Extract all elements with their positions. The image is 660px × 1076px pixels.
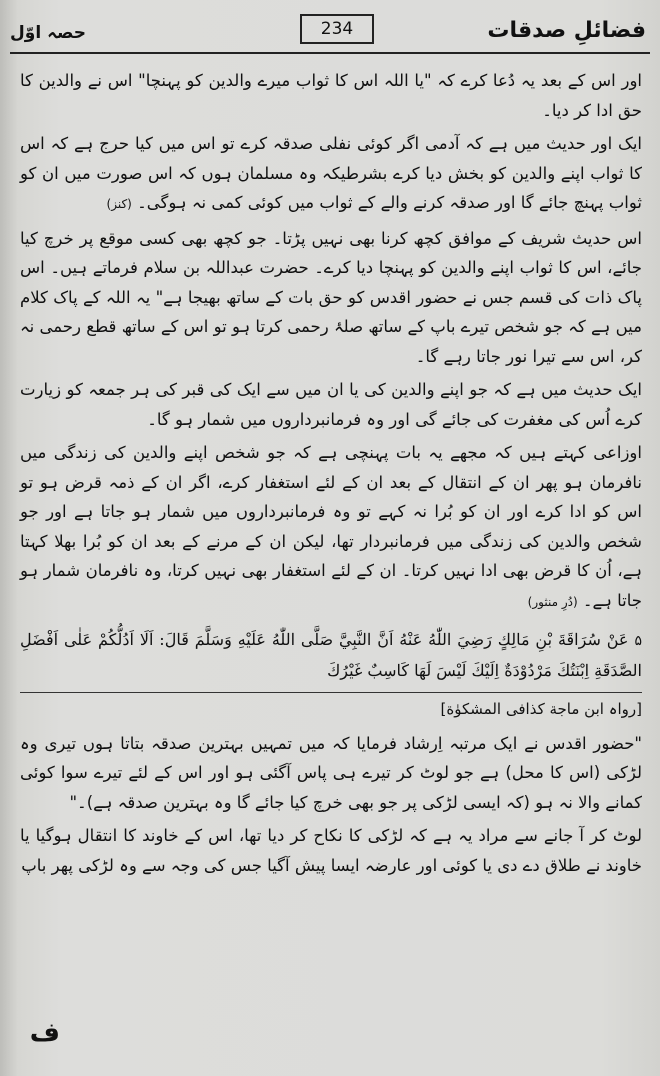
reference-durr: (دُرِ منثور) [527,594,578,609]
header-rule [10,52,650,54]
hadith-source: [رواہ ابن ماجة کذافی المشکوٰة] [20,692,642,725]
reference-kanz: (کنز) [106,197,132,211]
paragraph-5-text: اوزاعی کہتے ہیں کہ مجھے یہ بات پہنچی ہے کہ جو شخص اپنے والدین کی زندگی میں نافرمان ہو پھر ان کے انتقال کے بعد ان کے لئے استغفار کرے، اگر ان کے ذمہ قرض ہو تو اس کو ادا کرے اور ان کو بُرا نہ کہے تو وہ فرمانبرداروں میں شمار ہو جاتا ہے اور جو شخص والدین کی زندگی میں فرمانبردار تھا، لیکن ان کے مرنے کے بعد ان کو بُرا بھلا کہتا ہے، اُن کا قرض بھی ادا نہیں کرتا۔ ان کے لئے استغفار بھی نہیں کرتا، وہ نافرمان شمار ہو جاتا ہے۔ [20,443,642,610]
fawaid-text: لوٹ کر آ جانے سے مراد یہ ہے کہ لڑکی کا نکاح کر دیا تھا، اس کے خاوند کا انتقال ہوگیا یا خاوند نے طلاق دے دی یا کوئی اور عارضہ ایسا پیش آگیا جس کی وجہ سے وہ لڑکی پھر باپ [20,826,642,875]
paragraph-4: ایک حدیث میں ہے کہ جو اپنے والدین کی یا ان میں سے ایک کی قبر کی ہر جمعہ کو زیارت کرے اُس کی مغفرت کی جائے گی اور وہ فرمانبرداروں میں شمار ہو گا۔ [20,380,642,429]
part-label: حصہ اوّل [10,23,87,43]
paragraph-5 [20,438,642,617]
paragraph-2 [20,129,642,220]
page-header [0,14,660,50]
paragraph-3: اس حدیث شریف کے موافق کچھ کرنا بھی نہیں پڑتا۔ جو کچھ بھی کسی موقع پر خرچ کیا جائے، اس کا ثواب اپنے والدین کو پہنچا دیا کرے۔ حضرت عبداللہ بن سلام فرماتے ہیں۔ اس پاک ذات کی قسم جس نے حضور اقدس کو حق بات کے ساتھ بھیجا ہے" یہ اللہ کے پاک کلام میں ہے کہ جو شخص تیرے باپ کے ساتھ صلۂ رحمی کرتا ہو تو اس کے ساتھ قطع رحمی نہ کر، اس سے تیرا نور جاتا رہے گا۔ [20,228,642,366]
page-body [20,66,642,884]
paragraph-1: اور اس کے بعد یہ دُعا کرے کہ "یا اللہ اس کا ثواب میرے والدین کو پہنچا" اس نے والدین کا حق ادا کر دیا۔ [20,71,642,120]
paragraph-2-text: ایک اور حدیث میں ہے کہ آدمی اگر کوئی نفلی صدقہ کرے تو اس میں کیا حرج ہے کہ اس کا ثواب اپنے والدین کو بخش دیا کرے بشرطیکہ وہ مسلمان ہوں کہ اس صورت میں ان کو ثواب پہنچ جائے گا اور صدقہ کرنے والے کے ثواب میں کوئی کمی نہ ہوگی۔ [20,134,642,212]
hadith-arabic-text: عَنْ سُرَاقَةَ بْنِ مَالِكٍ رَضِيَ اللّٰهُ عَنْهُ اَنَّ النَّبِيَّ صَلَّى اللّٰهُ عَلَيْهِ وَسَلَّمَ قَالَ: اَلَا اَدُلُّكُمْ عَلٰى اَفْضَلِ الصَّدَقَةِ اِبْنَتُكَ مَرْدُوْدَةٌ اِلَيْكَ لَيْسَ لَهَا كَاسِبٌ غَيْرُكَ [20,630,642,680]
fawaid-mark: ف [29,1018,60,1048]
book-title: فضائلِ صدقات [487,18,646,43]
hadith-number: ۵ [634,633,642,649]
page-number: 234 [300,14,374,44]
hadith-arabic [20,625,642,686]
translation: "حضور اقدس نے ایک مرتبہ اِرشاد فرمایا کہ میں تمہیں بہترین صدقہ بتاتا ہوں تیری وہ لڑکی (اس کا محل) ہے جو لوٹ کر تیرے ہی پاس آگئی ہو اور اس کے لئے تیرے سوا کوئی کمانے والا نہ ہو (کہ ایسی لڑکی پر جو بھی خرچ کیا جائے گا وہ بہترین صدقہ ہے)۔" [20,733,642,812]
